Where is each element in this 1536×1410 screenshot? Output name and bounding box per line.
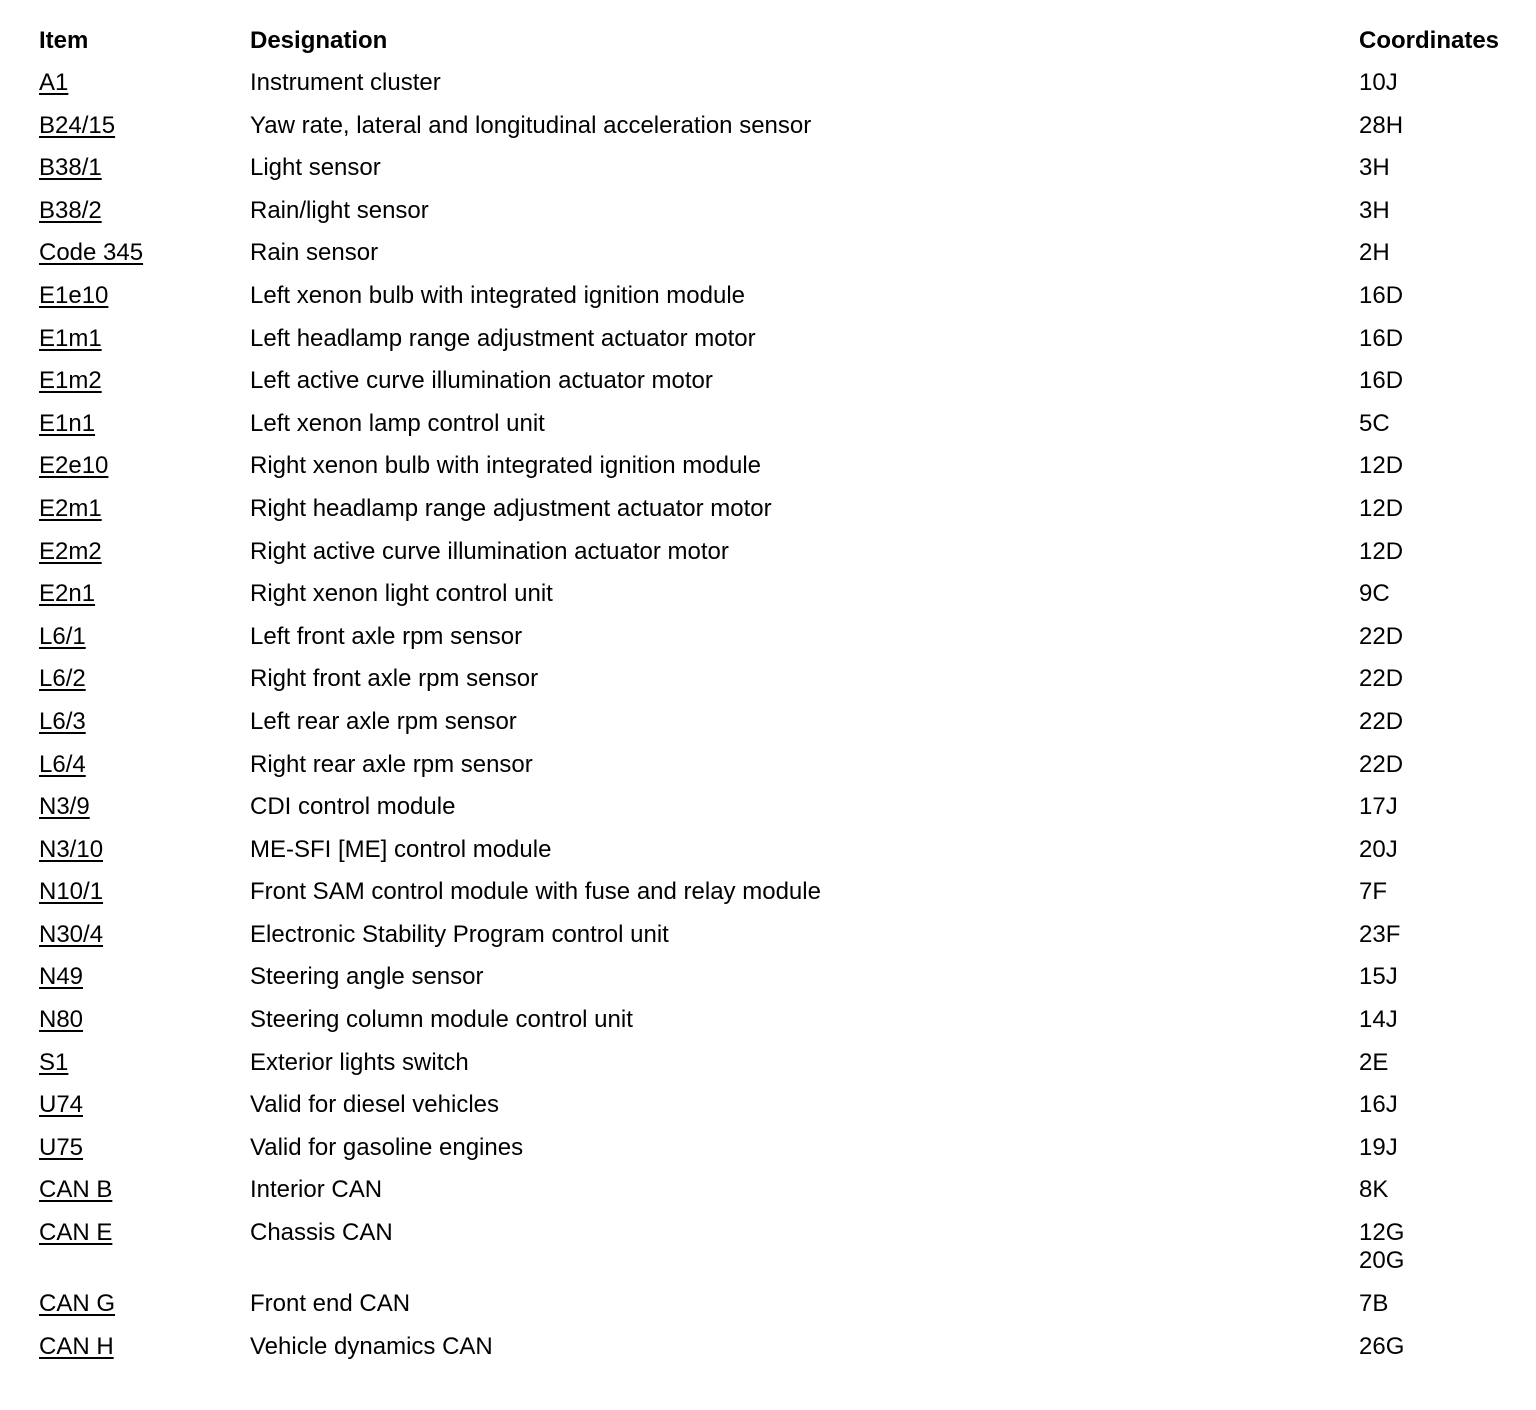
- coordinate-value: 20G: [1359, 1247, 1405, 1275]
- item-link[interactable]: N49: [39, 963, 84, 991]
- designation-text: Left xenon lamp control unit: [250, 409, 545, 437]
- designation-text: Steering angle sensor: [250, 963, 484, 991]
- designation-text: Right headlamp range adjustment actuator motor: [250, 494, 772, 522]
- designation-text: CDI control module: [250, 793, 456, 821]
- coordinate-value: 12D: [1359, 494, 1404, 522]
- table-row: [39, 963, 1519, 1006]
- coordinates-cell: [1359, 1134, 1398, 1162]
- coordinates-cell: [1359, 580, 1390, 608]
- coordinate-value: 2E: [1359, 1048, 1389, 1076]
- header-designation: Designation: [250, 27, 388, 54]
- coordinates-cell: [1359, 239, 1390, 267]
- item-link[interactable]: B24/15: [39, 111, 116, 139]
- item-link[interactable]: E2m2: [39, 537, 102, 565]
- coordinate-value: 9C: [1359, 580, 1390, 608]
- coordinates-cell: [1359, 1219, 1404, 1275]
- coordinates-cell: [1359, 836, 1398, 864]
- coordinates-cell: [1359, 538, 1403, 566]
- table-row: [39, 69, 1519, 112]
- designation-text: Right xenon light control unit: [250, 580, 553, 608]
- designation-text: Electronic Stability Program control unit: [250, 920, 669, 948]
- table-row: [39, 112, 1519, 155]
- item-link[interactable]: E1n1: [39, 409, 96, 437]
- designation-text: Right front axle rpm sensor: [250, 665, 539, 693]
- coordinates-cell: [1359, 154, 1390, 182]
- coordinates-cell: [1359, 793, 1398, 821]
- coordinate-value: 16J: [1359, 1091, 1398, 1119]
- table-row: [39, 623, 1519, 666]
- coordinates-cell: [1359, 1290, 1388, 1318]
- table-row: [39, 197, 1519, 240]
- item-link[interactable]: B38/1: [39, 154, 102, 182]
- table-row: [39, 239, 1519, 282]
- designation-text: Instrument cluster: [250, 69, 441, 96]
- coordinate-value: 8K: [1359, 1176, 1389, 1204]
- table-row: [39, 665, 1519, 708]
- header-item: Item: [39, 27, 89, 54]
- coordinates-cell: [1359, 1049, 1388, 1077]
- component-legend-table: [39, 27, 1519, 1375]
- coordinate-value: 3H: [1359, 154, 1390, 182]
- table-row: [39, 410, 1519, 453]
- table-row: [39, 1091, 1519, 1134]
- item-link[interactable]: E2n1: [39, 580, 96, 608]
- coordinate-value: 12D: [1359, 537, 1404, 565]
- item-link[interactable]: E1e10: [39, 281, 109, 309]
- table-row: [39, 921, 1519, 964]
- coordinates-cell: [1359, 1176, 1388, 1204]
- coordinate-value: 26G: [1359, 1332, 1405, 1360]
- coordinates-cell: [1359, 367, 1403, 395]
- coordinate-value: 5C: [1359, 409, 1390, 437]
- item-link[interactable]: E2e10: [39, 452, 109, 480]
- coordinate-value: 16D: [1359, 281, 1404, 309]
- coordinate-value: 7B: [1359, 1290, 1389, 1318]
- coordinates-cell: [1359, 708, 1403, 736]
- designation-text: Front SAM control module with fuse and relay module: [250, 878, 821, 906]
- coordinates-cell: [1359, 452, 1403, 480]
- table-row: [39, 1219, 1519, 1290]
- coordinate-value: 22D: [1359, 750, 1404, 778]
- designation-text: Interior CAN: [250, 1176, 383, 1204]
- coordinates-cell: [1359, 1091, 1398, 1119]
- table-row: [39, 1290, 1519, 1333]
- table-row: [39, 580, 1519, 623]
- table-row: [39, 325, 1519, 368]
- table-row: [39, 836, 1519, 879]
- coordinates-cell: [1359, 751, 1403, 779]
- item-link[interactable]: L6/1: [39, 622, 86, 650]
- item-link[interactable]: A1: [39, 69, 69, 96]
- table-row: [39, 1049, 1519, 1092]
- coordinate-value: 16D: [1359, 324, 1404, 352]
- coordinate-value: 14J: [1359, 1006, 1398, 1034]
- coordinates-cell: [1359, 325, 1403, 353]
- item-link[interactable]: CAN E: [39, 1219, 113, 1247]
- item-link[interactable]: N10/1: [39, 878, 104, 906]
- designation-text: Left front axle rpm sensor: [250, 622, 523, 650]
- designation-text: Yaw rate, lateral and longitudinal acceleration sensor: [250, 111, 812, 139]
- item-link[interactable]: CAN G: [39, 1290, 116, 1318]
- item-link[interactable]: E2m1: [39, 494, 102, 522]
- designation-text: Exterior lights switch: [250, 1048, 469, 1076]
- item-link[interactable]: CAN B: [39, 1176, 113, 1204]
- coordinate-value: 19J: [1359, 1133, 1398, 1161]
- designation-text: Rain/light sensor: [250, 196, 429, 224]
- designation-text: Vehicle dynamics CAN: [250, 1332, 493, 1360]
- item-link[interactable]: E1m1: [39, 324, 102, 352]
- coordinate-value: 22D: [1359, 665, 1404, 693]
- coordinates-cell: [1359, 282, 1403, 310]
- designation-text: Left rear axle rpm sensor: [250, 707, 517, 735]
- item-link[interactable]: N80: [39, 1006, 84, 1034]
- coordinates-cell: [1359, 623, 1403, 651]
- table-row: [39, 1134, 1519, 1177]
- coordinates-cell: [1359, 112, 1403, 140]
- coordinate-value: 2H: [1359, 239, 1390, 267]
- table-row: [39, 1333, 1519, 1376]
- table-header-row: [39, 27, 1519, 69]
- coordinate-value: 22D: [1359, 622, 1404, 650]
- item-link[interactable]: Code 345: [39, 239, 144, 267]
- coordinate-value: 12D: [1359, 452, 1404, 480]
- coordinates-cell: [1359, 410, 1390, 438]
- table-row: [39, 793, 1519, 836]
- designation-text: Steering column module control unit: [250, 1006, 633, 1034]
- designation-text: ME-SFI [ME] control module: [250, 835, 552, 863]
- table-row: [39, 538, 1519, 581]
- item-link[interactable]: N30/4: [39, 920, 104, 948]
- designation-text: Right rear axle rpm sensor: [250, 750, 533, 778]
- designation-text: Valid for diesel vehicles: [250, 1091, 500, 1119]
- coordinates-cell: [1359, 963, 1398, 991]
- table-row: [39, 367, 1519, 410]
- header-coordinates: Coordinates: [1359, 27, 1500, 54]
- table-body: [39, 69, 1519, 1375]
- designation-text: Left xenon bulb with integrated ignition module: [250, 281, 745, 309]
- coordinate-value: 16D: [1359, 367, 1404, 395]
- coordinates-cell: [1359, 1333, 1404, 1361]
- coordinate-value: 7F: [1359, 878, 1388, 906]
- table-row: [39, 495, 1519, 538]
- coordinates-cell: [1359, 921, 1400, 949]
- item-link[interactable]: U74: [39, 1091, 84, 1119]
- designation-text: Chassis CAN: [250, 1219, 393, 1247]
- item-link[interactable]: L6/4: [39, 750, 86, 778]
- table-row: [39, 751, 1519, 794]
- designation-text: Left active curve illumination actuator motor: [250, 367, 713, 395]
- item-link[interactable]: S1: [39, 1048, 69, 1076]
- item-link[interactable]: L6/2: [39, 665, 86, 693]
- table-row: [39, 708, 1519, 751]
- table-row: [39, 154, 1519, 197]
- designation-text: Right active curve illumination actuator motor: [250, 537, 729, 565]
- coordinates-cell: [1359, 69, 1398, 97]
- designation-text: Front end CAN: [250, 1290, 411, 1318]
- designation-text: Rain sensor: [250, 239, 379, 267]
- coordinate-value: 23F: [1359, 920, 1401, 948]
- coordinates-cell: [1359, 878, 1387, 906]
- coordinate-value: 20J: [1359, 835, 1398, 863]
- coordinate-value: 22D: [1359, 707, 1404, 735]
- table-row: [39, 452, 1519, 495]
- coordinate-value: 28H: [1359, 111, 1404, 139]
- designation-text: Left headlamp range adjustment actuator motor: [250, 324, 756, 352]
- item-link[interactable]: L6/3: [39, 707, 86, 735]
- item-link[interactable]: N3/9: [39, 793, 90, 821]
- table-row: [39, 1006, 1519, 1049]
- item-link[interactable]: U75: [39, 1133, 84, 1161]
- item-link[interactable]: B38/2: [39, 196, 102, 224]
- table-row: [39, 282, 1519, 325]
- coordinate-value: 12G: [1359, 1219, 1405, 1247]
- designation-text: Valid for gasoline engines: [250, 1133, 524, 1161]
- coordinates-cell: [1359, 1006, 1398, 1034]
- coordinate-value: 10J: [1359, 69, 1398, 96]
- item-link[interactable]: CAN H: [39, 1332, 114, 1360]
- designation-text: Right xenon bulb with integrated ignition module: [250, 452, 761, 480]
- item-link[interactable]: N3/10: [39, 835, 104, 863]
- coordinate-value: 17J: [1359, 793, 1398, 821]
- designation-text: Light sensor: [250, 154, 381, 182]
- table-row: [39, 878, 1519, 921]
- item-link[interactable]: E1m2: [39, 367, 102, 395]
- table-row: [39, 1176, 1519, 1219]
- coordinate-value: 15J: [1359, 963, 1398, 991]
- coordinates-cell: [1359, 665, 1403, 693]
- coordinates-cell: [1359, 495, 1403, 523]
- coordinates-cell: [1359, 197, 1390, 225]
- coordinate-value: 3H: [1359, 196, 1390, 224]
